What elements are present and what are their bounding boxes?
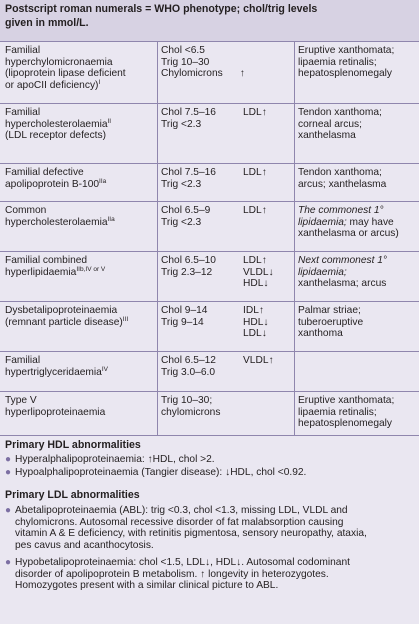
lipoprotein-changes: LDL↑ bbox=[243, 107, 267, 118]
who-phenotype: III bbox=[122, 315, 129, 323]
condition-name: Common hypercholesterolaemia$^{IIa}$ bbox=[5, 205, 115, 228]
lipidaemia-table-page: Postscript roman numerals = WHO phenotype; chol/trig levels given in mmol/L. Familial hyperchylomicronaemia (lipoprotein lipase deficient or apoCII deficiency)$^I$ Chol <6.5 Trig 10–30 Chylomicrons ↑ Eruptive xanthomata; lipaemia retinalis; hepatosplenomegaly Familial hypercholesterolaemia$^{II}$ (LDL receptor defects) Chol 7.5–16 Trig <2.3 LDL↑ Tendon xanthoma; corneal arcus; xanthelasma Familial defective apolipoprotein $B-100^{IIa}$ Chol 7.5–16 Trig <2.3 LDL↑ Tendon xanthoma; arcus; xanthelasma Common hypercholesterolaemia$^{IIa}$ Chol 6.5–9 Trig <2.3 LDL↑ The commonest 1° lipidaemia; may have xanthelasma or arcus) Familial combined hyperlipidaemia$^{IIb,IV or V}$ Chol 6.5–10 Trig 2.3–12 LDL↑ VLDL↓ HDL↓ Next commonest 1° lipidaemia; xanthelasma; arcus Dysbetalipoproteinaemia (remnant particle disease)$^{III}$ Chol 9–14 Trig 9–14 IDL↑ HDL↓ LDL↓ Palmar striae; tuberoeruptive xanthoma Familial hypertriglyceridaemia$^{IV}$ Chol 6.5–12 Trig 3.0–6.0 VLDL↑ Type V hyperlipoproteinaemia Trig 10–30; chylomicrons Eruptive xanthomata; lipaemia retinalis; hepatosplenomegaly Primary HDL abnormalities ● Hyperalphalipoproteinaemia: ↑HDL, chol >2. ● Hypoalphalipoproteinaemia (Tangier disease): ↓HDL, chol <0.92. Primary LDL abnormalities ● Abetalipoproteinaemia (ABL): trig <0.3, chol <1.3, missing LDL, VLDL and chylomicrons. Autosomal recessive disorder of fat malabsorption causing vitamin A & E deficiency, with retinitis pigmentosa, sensory neuropathy, ataxia, pes cavus and acanthocytosis. ● Hypobetalipoproteinaemia: chol <1.5, LDL↓, HDL↓. Autosomal codominant disorder of apolipoprotein B metabolism. ↑ longevity in heterozygotes. Homozygotes present with a similar clinical picture to ABL. bbox=[0, 0, 419, 624]
who-phenotype: IIb,IV or V bbox=[76, 265, 106, 273]
condition-name: Type V hyperlipoproteinaemia bbox=[5, 395, 106, 418]
lipoprotein-changes: LDL↑ bbox=[243, 205, 267, 216]
who-phenotype: IV bbox=[101, 365, 108, 373]
clinical-features: Palmar striae; tuberoeruptive xanthoma bbox=[298, 305, 364, 340]
clinical-features: Tendon xanthoma; corneal arcus; xanthelasma bbox=[298, 107, 382, 142]
clinical-features: Eruptive xanthomata; lipaemia retinalis; hepatosplenomegaly bbox=[298, 45, 395, 80]
bullet-icon: ● bbox=[5, 454, 12, 465]
lipid-levels: Chol 6.5–10 Trig 2.3–12 bbox=[161, 255, 216, 278]
clinical-features: Next commonest 1° lipidaemia; xanthelasma; arcus bbox=[298, 255, 388, 290]
lipoprotein-changes: IDL↑ HDL↓ LDL↓ bbox=[243, 305, 269, 340]
header-line-2: given in mmol/L. bbox=[5, 16, 89, 29]
table-row bbox=[0, 104, 419, 164]
bullet-icon: ● bbox=[5, 467, 12, 478]
lipid-levels: Chol 7.5–16 Trig <2.3 bbox=[161, 107, 216, 130]
lipid-levels: Chol 9–14 Trig 9–14 bbox=[161, 305, 208, 328]
who-phenotype: II bbox=[107, 117, 112, 125]
table-row bbox=[0, 164, 419, 202]
who-phenotype: I bbox=[98, 78, 101, 86]
condition-name: Dysbetalipoproteinaemia (remnant particle disease)$^{III}$ bbox=[5, 305, 129, 328]
lipid-levels: Chol 6.5–9 Trig <2.3 bbox=[161, 205, 211, 228]
hdl-section-title: Primary HDL abnormalities bbox=[5, 439, 141, 451]
up-arrow-icon: ↑ bbox=[239, 68, 245, 80]
lipid-levels: Chol 7.5–16 Trig <2.3 bbox=[161, 167, 216, 190]
ldl-section-title: Primary LDL abnormalities bbox=[5, 489, 140, 501]
clinical-features: Eruptive xanthomata; lipaemia retinalis; hepatosplenomegaly bbox=[298, 395, 395, 430]
header-line-1: Postscript roman numerals = WHO phenotype; chol/trig levels bbox=[5, 3, 318, 15]
table-row bbox=[0, 252, 419, 302]
who-phenotype: IIa bbox=[99, 177, 107, 185]
condition-name: Familial hypercholesterolaemia$^{II}$ (LDL receptor defects) bbox=[5, 107, 112, 142]
lipid-levels: Chol 6.5–12 Trig 3.0–6.0 bbox=[161, 355, 216, 378]
table-header bbox=[0, 0, 419, 42]
lipoprotein-changes: LDL↑ VLDL↓ HDL↓ bbox=[243, 255, 274, 290]
bullet-icon: ● bbox=[5, 557, 12, 568]
table-row bbox=[0, 202, 419, 252]
table-row bbox=[0, 392, 419, 436]
condition-name: Familial hyperchylomicronaemia (lipoprotein lipase deficient or apoCII deficiency)$^I$ bbox=[5, 45, 126, 91]
condition-name: Familial combined hyperlipidaemia$^{IIb,IV or V}$ bbox=[5, 255, 106, 278]
condition-name: Familial hypertriglyceridaemia$^{IV}$ bbox=[5, 355, 108, 378]
table-row bbox=[0, 42, 419, 104]
table-row bbox=[0, 352, 419, 392]
table-row bbox=[0, 302, 419, 352]
lipoprotein-changes: LDL↑ bbox=[243, 167, 267, 178]
clinical-features: Tendon xanthoma; arcus; xanthelasma bbox=[298, 167, 387, 190]
lipoprotein-changes: VLDL↑ bbox=[243, 355, 274, 366]
clinical-features: The commonest 1° lipidaemia; may have xanthelasma or arcus) bbox=[298, 205, 399, 240]
who-phenotype: IIa bbox=[107, 215, 115, 223]
lipid-levels: Trig 10–30; chylomicrons bbox=[161, 395, 221, 418]
lipid-levels: Chol <6.5 Trig 10–30 Chylomicrons ↑ bbox=[161, 45, 245, 80]
condition-name: Familial defective apolipoprotein $B-100^{IIa}$ bbox=[5, 167, 107, 190]
bullet-icon: ● bbox=[5, 505, 12, 516]
